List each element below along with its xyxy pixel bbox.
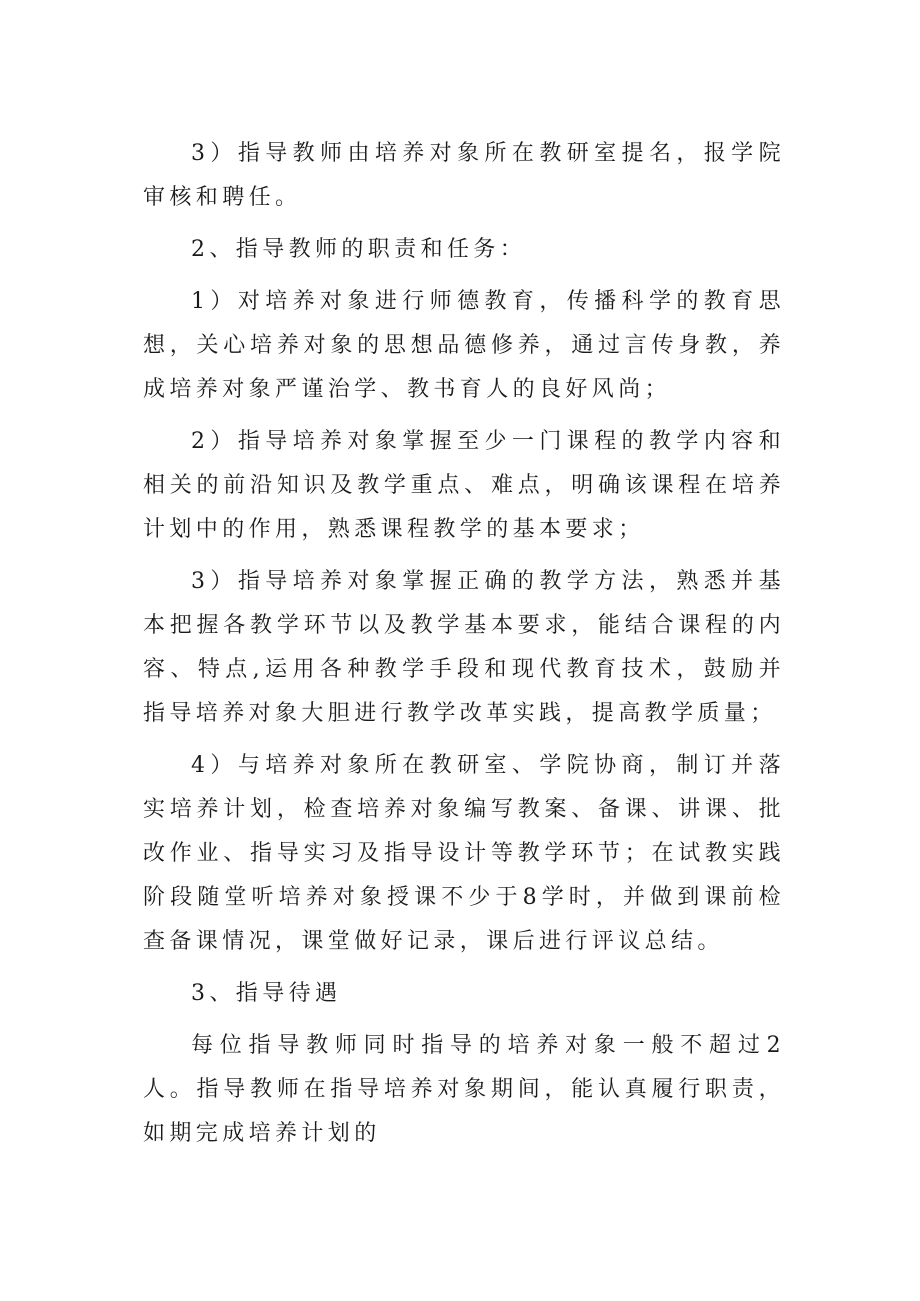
paragraph-duty-ethics: 1）对培养对象进行师德教育，传播科学的教育思想，关心培养对象的思想品德修养，通过言传身教，养成培养对象严谨治学、教书育人的良好风尚； xyxy=(143,289,785,402)
paragraph-nomination: 3）指导教师由培养对象所在教研室提名，报学院审核和聘任。 xyxy=(143,141,785,210)
paragraph-duty-course: 2）指导培养对象掌握至少一门课程的教学内容和相关的前沿知识及教学重点、难点，明确该课程在培养计划中的作用，熟悉课程教学的基本要求； xyxy=(143,429,785,542)
paragraph-treatment: 每位指导教师同时指导的培养对象一般不超过2人。指导教师在指导培养对象期间，能认真履行职责，如期完成培养计划的 xyxy=(143,1033,785,1146)
section-heading-duties: 2、指导教师的职责和任务： xyxy=(191,237,527,262)
paragraph-duty-plan: 4）与培养对象所在教研室、学院协商，制订并落实培养计划，检查培养对象编写教案、备课、讲课、批改作业、指导实习及指导设计等教学环节；在试教实践阶段随堂听培养对象授课不少于8学时，并做到课前检查备课情况，课堂做好记录，课后进行评议总结。 xyxy=(143,753,785,954)
section-heading-treatment: 3、指导待遇 xyxy=(191,981,342,1006)
paragraph-duty-methods: 3）指导培养对象掌握正确的教学方法，熟悉并基本把握各教学环节以及教学基本要求，能结合课程的内容、特点,运用各种教学手段和现代教育技术，鼓励并指导培养对象大胆进行教学改革实践，提高教学质量； xyxy=(143,569,785,726)
document-body xyxy=(143,132,785,1164)
